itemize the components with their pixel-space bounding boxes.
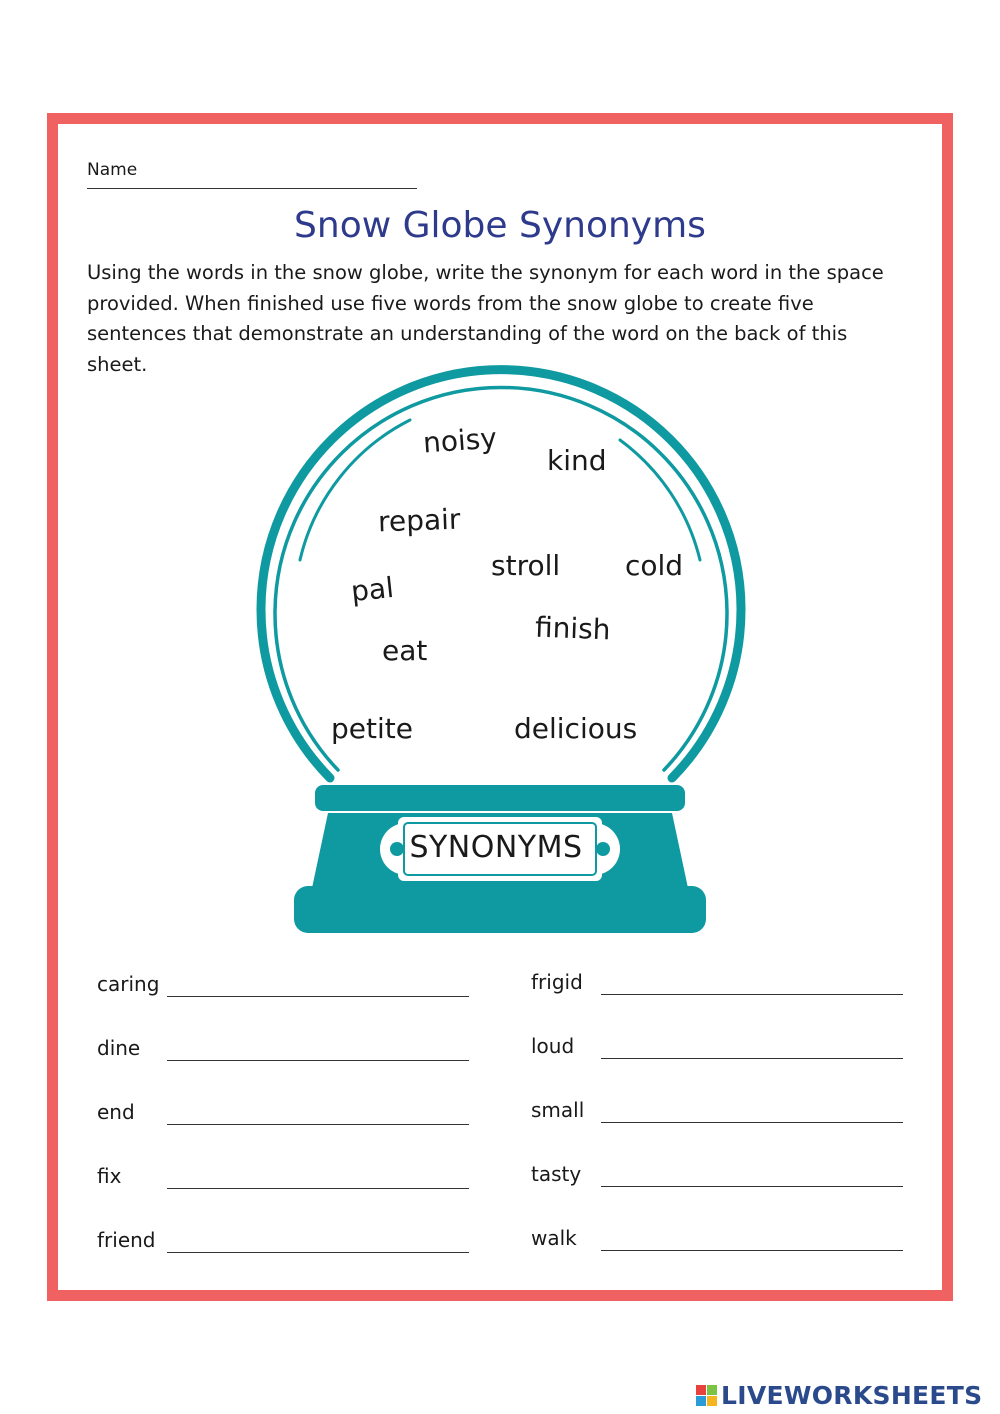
globe-word: delicious: [514, 712, 638, 745]
answer-word: walk: [531, 1226, 577, 1250]
answer-blank[interactable]: [167, 1252, 469, 1253]
answer-blank[interactable]: [601, 994, 903, 995]
answer-word: small: [531, 1098, 585, 1122]
answer-blank[interactable]: [601, 1186, 903, 1187]
answer-word: friend: [97, 1228, 156, 1252]
answer-blank[interactable]: [601, 1250, 903, 1251]
globe-word: stroll: [491, 549, 561, 582]
answer-row: [97, 1036, 469, 1062]
globe-word: repair: [377, 502, 461, 539]
answer-row: [97, 1100, 469, 1126]
answer-word: dine: [97, 1036, 141, 1060]
answer-row: [531, 1226, 903, 1252]
answer-row: [531, 970, 903, 996]
answer-word: caring: [97, 972, 160, 996]
liveworksheets-brand: [696, 1378, 982, 1412]
answer-row: [531, 1098, 903, 1124]
answer-word: end: [97, 1100, 135, 1124]
answer-blank[interactable]: [167, 1124, 469, 1125]
answer-row: [531, 1162, 903, 1188]
answer-row: [97, 972, 469, 998]
globe-word: noisy: [421, 421, 498, 460]
answer-word: fix: [97, 1164, 122, 1188]
globe-word: finish: [534, 610, 612, 647]
answer-word: frigid: [531, 970, 583, 994]
answer-row: [97, 1164, 469, 1190]
name-label: Name: [87, 160, 138, 180]
answer-blank[interactable]: [601, 1058, 903, 1059]
answer-row: [97, 1228, 469, 1254]
globe-word: pal: [349, 570, 396, 609]
globe-word: eat: [382, 634, 428, 667]
brand-name: LIVEWORKSHEETS: [721, 1380, 983, 1410]
answer-blank[interactable]: [167, 996, 469, 997]
answer-word: tasty: [531, 1162, 582, 1186]
answer-blank[interactable]: [167, 1188, 469, 1189]
plaque-label: SYNONYMS: [409, 830, 583, 865]
globe-word: petite: [331, 712, 413, 745]
page-title: Snow Globe Synonyms: [294, 205, 706, 246]
answer-blank[interactable]: [601, 1122, 903, 1123]
globe-word: cold: [625, 549, 684, 582]
instructions-text: Using the words in the snow globe, write the synonym for each word in the space provided. When finished use five words from the snow globe to create five sentences that demonstrate an understanding of the word on the back of this sheet.: [87, 261, 884, 376]
answer-row: [531, 1034, 903, 1060]
globe-word: kind: [547, 444, 607, 477]
answer-word: loud: [531, 1034, 575, 1058]
brand-logo-icon: [696, 1385, 717, 1406]
answer-blank[interactable]: [167, 1060, 469, 1061]
